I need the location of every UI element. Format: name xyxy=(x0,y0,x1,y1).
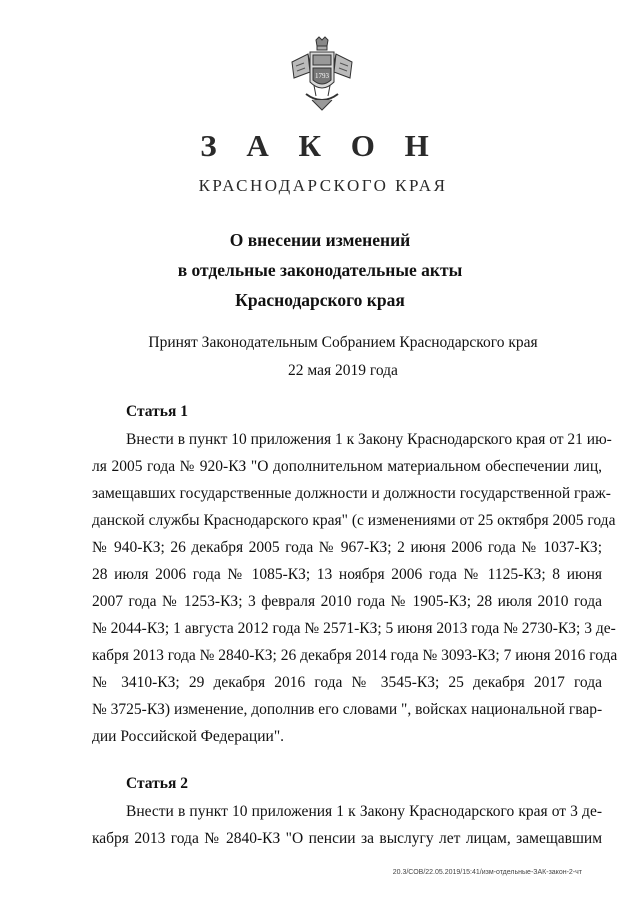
article-1-line: дии Российской Федерации". xyxy=(92,728,285,745)
article-1-line: 2007 года № 1253-КЗ; 3 февраля 2010 года № 1905-КЗ; 28 июля 2010 года xyxy=(92,593,602,610)
document-subtitle: КРАСНОДАРСКОГО КРАЯ xyxy=(198,176,448,195)
adopted-date-line: 22 мая 2019 года xyxy=(288,362,398,379)
article-1-line: № 3410-КЗ; 29 декабря 2016 года № 3545-КЗ; 25 декабря 2017 года xyxy=(92,674,602,691)
article-2-line: Внести в пункт 10 приложения 1 к Закону Краснодарского края от 3 де- xyxy=(126,803,602,820)
heading-line-3: Краснодарского края xyxy=(235,290,405,310)
heading-line-1: О внесении изменений xyxy=(229,230,411,250)
emblem-year: 1793 xyxy=(315,72,329,80)
article-1-line: Внести в пункт 10 приложения 1 к Закону Краснодарского края от 21 ию- xyxy=(126,431,612,448)
article-1-line: № 3725-КЗ) изменение, дополнив его словами ", войсках национальной гвар- xyxy=(92,701,603,718)
article-1-line: замещавших государственные должности и должности государственной граж- xyxy=(92,485,611,502)
article-2-line: кабря 2013 года № 2840-КЗ "О пенсии за выслугу лет лицам, замещавшим xyxy=(92,830,602,847)
adopted-by-line: Принят Законодательным Собранием Краснодарского края xyxy=(148,334,538,351)
article-2-title: Статья 2 xyxy=(126,775,188,792)
article-1-line: № 940-КЗ; 26 декабря 2005 года № 967-КЗ; 2 июня 2006 года № 1037-КЗ; xyxy=(92,539,602,556)
heading-line-2: в отдельные законодательные акты xyxy=(177,260,463,280)
document-code-footer: 20.3/СОВ/22.05.2019/15:41/изм-отдельные-ЗАК-закон-2-чт xyxy=(392,869,582,876)
coat-of-arms-emblem xyxy=(286,36,358,112)
article-1-line: кабря 2013 года № 2840-КЗ; 26 декабря 2014 года № 3093-КЗ; 7 июня 2016 года xyxy=(92,647,618,664)
document-title: З А К О Н xyxy=(200,128,440,163)
article-1-line: 28 июля 2006 года № 1085-КЗ; 13 ноября 2006 года № 1125-КЗ; 8 июня xyxy=(92,566,602,583)
article-1-line: данской службы Краснодарского края" (с изменениями от 25 октября 2005 года xyxy=(92,512,616,529)
article-1-line: № 2044-КЗ; 1 августа 2012 года № 2571-КЗ; 5 июня 2013 года № 2730-КЗ; 3 де- xyxy=(92,620,616,637)
article-1-title: Статья 1 xyxy=(126,403,188,420)
article-1-line: ля 2005 года № 920-КЗ "О дополнительном материальном обеспечении лиц, xyxy=(92,458,602,475)
